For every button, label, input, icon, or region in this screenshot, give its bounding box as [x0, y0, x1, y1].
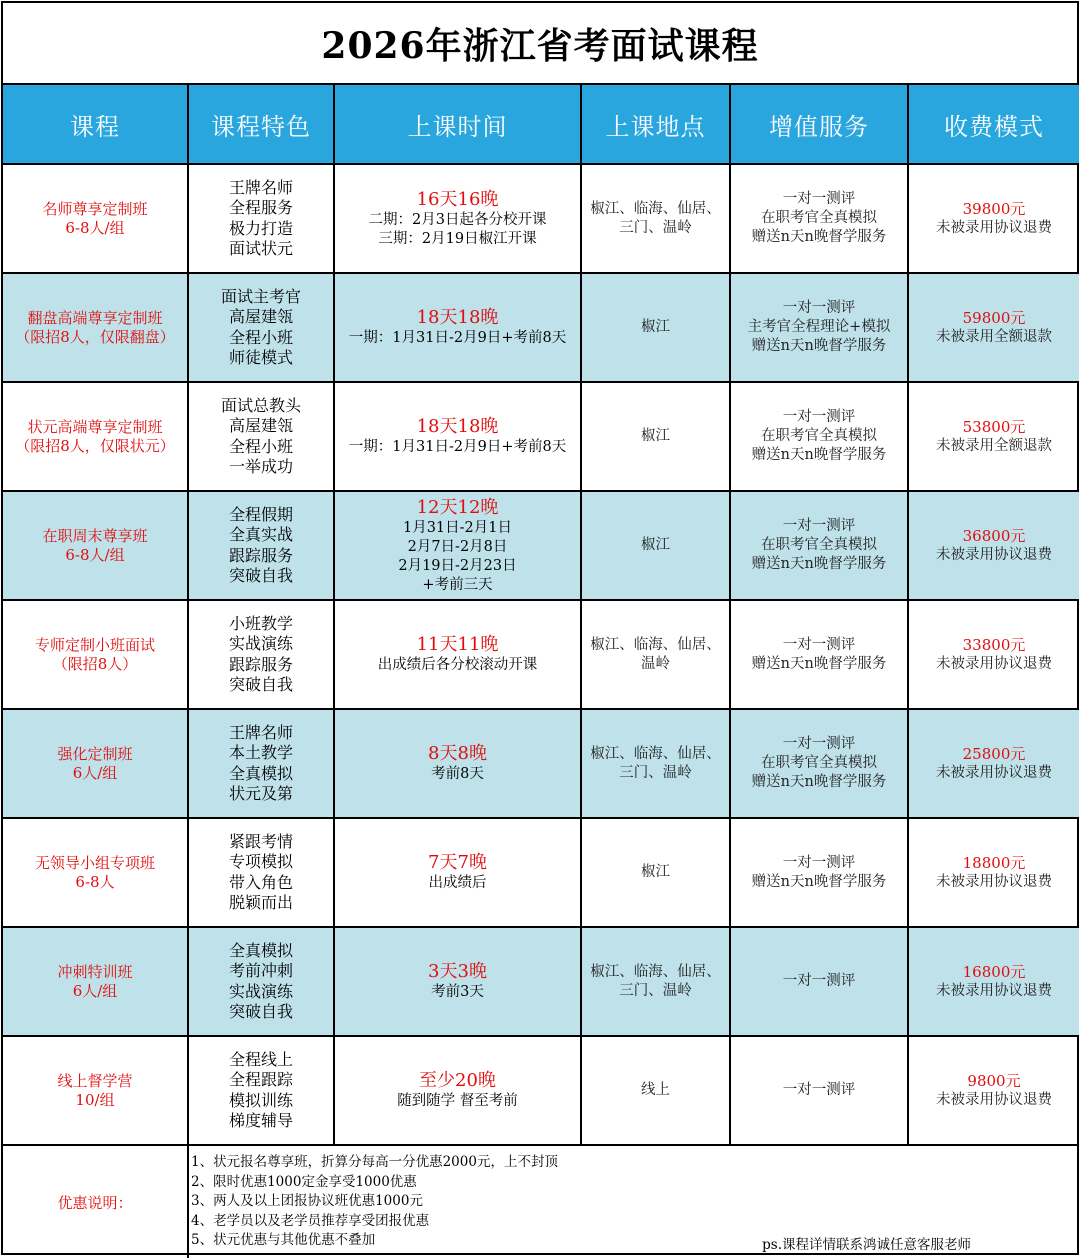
service-line: 一对一测评 — [782, 973, 856, 989]
refund-policy: 未被录用协议退费 — [936, 655, 1052, 672]
schedule-line: 二期：2月3日起各分校开课 — [368, 211, 547, 228]
course-name-line: 6人/组 — [72, 981, 118, 1000]
location-cell — [581, 818, 730, 927]
feature-line: 高屋建瓴 — [228, 307, 293, 326]
schedule-line: 1月31日-2月1日 — [402, 519, 513, 536]
feature-line: 全程跟踪 — [228, 1070, 293, 1089]
feature-line: 极力打造 — [228, 218, 293, 238]
course-name-line: 冲刺特训班 — [57, 962, 133, 981]
schedule-line: 随到随学 督至考前 — [397, 1093, 518, 1109]
location-line: 三门、温岭 — [619, 219, 692, 236]
feature-line: 高屋建瓴 — [228, 416, 293, 435]
schedule-cell — [334, 600, 581, 709]
fee-cell — [908, 927, 1079, 1036]
schedule-cell — [334, 709, 581, 818]
discount-note: 3、两人及以上团报协议班优惠1000元 — [191, 1193, 423, 1210]
schedule-line: 一期：1月31日-2月9日+考前8天 — [348, 330, 567, 346]
service-line: 一对一测评 — [782, 191, 856, 207]
table-row — [3, 491, 1079, 600]
feature-line: 全程服务 — [228, 198, 293, 217]
service-line: 一对一测评 — [782, 854, 856, 871]
schedule-line: 三期：2月19日椒江开课 — [378, 230, 537, 247]
course-name-line: （限招8人） — [52, 654, 138, 673]
feature-line: 面试总教头 — [220, 395, 301, 415]
schedule-line: 2月7日-2月8日 — [407, 538, 508, 555]
table-row — [3, 382, 1079, 491]
course-duration: 3天3晚 — [428, 961, 487, 982]
discount-note: 1、状元报名尊享班，折算分每高一分优惠2000元，上不封顶 — [191, 1154, 558, 1171]
location-line: 椒江、临海、仙居、 — [590, 200, 721, 217]
schedule-cell — [334, 491, 581, 600]
fee-cell — [908, 1036, 1079, 1145]
service-line: 赠送n天n晚督学服务 — [751, 556, 887, 572]
refund-policy: 未被录用协议退费 — [936, 873, 1052, 890]
location-cell — [581, 273, 730, 382]
location-cell — [581, 709, 730, 818]
course-name-cell — [3, 1036, 188, 1145]
course-price: 9800元 — [967, 1071, 1021, 1090]
header-location: 上课地点 — [581, 85, 730, 164]
course-price: 36800元 — [962, 526, 1026, 545]
service-line: 一对一测评 — [782, 636, 856, 653]
service-line: 一对一测评 — [782, 409, 856, 425]
features-cell — [188, 600, 334, 709]
feature-line: 师徒模式 — [228, 348, 293, 367]
feature-line: 跟踪服务 — [228, 545, 293, 565]
service-line: 一对一测评 — [782, 300, 856, 316]
feature-line: 小班教学 — [228, 613, 293, 633]
service-line: 赠送n天n晚督学服务 — [751, 655, 887, 672]
services-cell — [730, 491, 908, 600]
schedule-line: 考前8天 — [431, 766, 484, 782]
location-line: 椒江 — [641, 428, 670, 444]
service-line: 一对一测评 — [782, 736, 856, 752]
location-line: 椒江、临海、仙居、 — [590, 745, 721, 762]
page-title: 2026年浙江省考面试课程 — [3, 3, 1077, 85]
location-line: 椒江、临海、仙居、 — [590, 963, 721, 980]
course-price: 18800元 — [962, 853, 1026, 872]
course-name-cell — [3, 164, 188, 273]
course-name-line: 6-8人 — [75, 872, 115, 891]
feature-line: 全真实战 — [228, 525, 293, 544]
feature-line: 突破自我 — [228, 1002, 293, 1021]
course-name-line: 6-8人/组 — [65, 218, 125, 237]
header-time: 上课时间 — [334, 85, 581, 164]
course-table-body — [3, 164, 1079, 1145]
services-cell — [730, 709, 908, 818]
feature-line: 王牌名师 — [228, 722, 293, 742]
course-name-line: （限招8人，仅限翻盘） — [15, 327, 175, 346]
course-name-cell — [3, 709, 188, 818]
location-line: 椒江 — [641, 864, 670, 880]
feature-line: 全真模拟 — [228, 763, 293, 783]
course-name-line: 无领导小组专项班 — [34, 853, 155, 872]
schedule-cell — [334, 1036, 581, 1145]
schedule-cell — [334, 164, 581, 273]
feature-line: 全程小班 — [228, 436, 293, 456]
refund-policy: 未被录用协议退费 — [936, 982, 1052, 999]
feature-line: 状元及第 — [228, 784, 293, 803]
course-duration: 18天18晚 — [416, 416, 499, 437]
course-duration: 16天16晚 — [416, 188, 499, 210]
service-line: 赠送n天n晚督学服务 — [751, 873, 887, 890]
contact-note: ps.课程详情联系鸿诚任意客服老师 — [762, 1236, 971, 1253]
location-line: 三门、温岭 — [619, 982, 692, 999]
refund-policy: 未被录用全额退款 — [936, 437, 1052, 454]
location-line: 三门、温岭 — [619, 764, 692, 781]
course-duration: 8天8晚 — [428, 743, 487, 764]
services-cell — [730, 382, 908, 491]
course-name-line: 在职周末尊享班 — [42, 526, 148, 545]
course-name-cell — [3, 491, 188, 600]
course-name-cell — [3, 927, 188, 1036]
location-cell — [581, 1036, 730, 1145]
feature-line: 实战演练 — [228, 981, 293, 1001]
refund-policy: 未被录用协议退费 — [936, 219, 1052, 236]
features-cell — [188, 818, 334, 927]
header-services: 增值服务 — [730, 85, 908, 164]
service-line: 赠送n天n晚督学服务 — [751, 447, 887, 463]
services-cell — [730, 600, 908, 709]
feature-line: 全真模拟 — [228, 940, 293, 960]
table-header-row — [3, 85, 1079, 164]
services-cell — [730, 273, 908, 382]
services-cell — [730, 927, 908, 1036]
header-features: 课程特色 — [188, 85, 334, 164]
services-cell — [730, 1036, 908, 1145]
service-line: 主考官全程理论+模拟 — [747, 319, 891, 335]
table-row — [3, 164, 1079, 273]
feature-line: 全程线上 — [228, 1049, 293, 1069]
refund-policy: 未被录用全额退款 — [936, 328, 1052, 345]
course-name-line: 状元高端尊享定制班 — [27, 417, 163, 436]
schedule-cell — [334, 927, 581, 1036]
schedule-line: 出成绩后各分校滚动开课 — [377, 657, 538, 673]
service-line: 在职考官全真模拟 — [761, 755, 877, 771]
table-row — [3, 927, 1079, 1036]
features-cell — [188, 927, 334, 1036]
features-cell — [188, 709, 334, 818]
service-line: 一对一测评 — [782, 518, 856, 534]
table-row — [3, 600, 1079, 709]
course-table — [3, 85, 1079, 1258]
feature-line: 一举成功 — [228, 457, 293, 476]
discount-note: 2、限时优惠1000定金享受1000优惠 — [191, 1173, 417, 1190]
feature-line: 紧跟考情 — [228, 831, 293, 851]
header-fee: 收费模式 — [908, 85, 1079, 164]
discount-note: 4、老学员以及老学员推荐享受团报优惠 — [191, 1212, 430, 1229]
fee-cell — [908, 382, 1079, 491]
discount-note: 5、状元优惠与其他优惠不叠加 — [191, 1232, 376, 1249]
location-cell — [581, 927, 730, 1036]
location-cell — [581, 382, 730, 491]
course-name-line: 6人/组 — [72, 763, 118, 782]
fee-cell — [908, 709, 1079, 818]
services-cell — [730, 164, 908, 273]
features-cell — [188, 382, 334, 491]
table-row — [3, 1036, 1079, 1145]
course-price: 33800元 — [962, 635, 1026, 654]
feature-line: 面试状元 — [228, 239, 293, 258]
course-duration: 18天18晚 — [416, 307, 499, 328]
feature-line: 面试主考官 — [220, 286, 301, 306]
course-duration: 至少20晚 — [419, 1070, 496, 1091]
course-price: 39800元 — [962, 199, 1026, 218]
service-line: 赠送n天n晚督学服务 — [751, 338, 887, 354]
fee-cell — [908, 600, 1079, 709]
schedule-line: 考前3天 — [431, 984, 484, 1000]
feature-line: 突破自我 — [228, 675, 293, 694]
course-name-cell — [3, 273, 188, 382]
location-line: 线上 — [641, 1082, 670, 1098]
location-line: 椒江 — [641, 319, 670, 335]
location-cell — [581, 164, 730, 273]
fee-cell — [908, 491, 1079, 600]
feature-line: 实战演练 — [228, 634, 293, 653]
feature-line: 本土教学 — [228, 743, 293, 762]
location-line: 椒江、临海、仙居、 — [590, 636, 721, 653]
course-name-line: 专师定制小班面试 — [34, 635, 155, 654]
course-name-cell — [3, 382, 188, 491]
feature-line: 突破自我 — [228, 566, 293, 585]
services-cell — [730, 818, 908, 927]
features-cell — [188, 1036, 334, 1145]
location-line: 椒江 — [641, 537, 670, 553]
service-line: 赠送n天n晚督学服务 — [751, 774, 887, 790]
feature-line: 专项模拟 — [228, 852, 293, 871]
feature-line: 梯度辅导 — [228, 1111, 293, 1130]
course-name-cell — [3, 818, 188, 927]
feature-line: 全程小班 — [228, 327, 293, 347]
service-line: 在职考官全真模拟 — [761, 428, 877, 444]
service-line: 一对一测评 — [782, 1082, 856, 1098]
features-cell — [188, 491, 334, 600]
course-sheet — [1, 1, 1079, 1255]
course-price: 25800元 — [962, 744, 1026, 763]
feature-line: 考前冲刺 — [228, 961, 293, 980]
schedule-line: 2月19日-2月23日 — [398, 557, 517, 574]
table-row — [3, 709, 1079, 818]
course-duration: 11天11晚 — [416, 634, 499, 655]
schedule-line: 一期：1月31日-2月9日+考前8天 — [348, 439, 567, 455]
fee-cell — [908, 164, 1079, 273]
course-price: 16800元 — [962, 962, 1026, 981]
feature-line: 模拟训练 — [228, 1090, 293, 1110]
course-price: 59800元 — [962, 308, 1026, 327]
schedule-cell — [334, 273, 581, 382]
table-row — [3, 818, 1079, 927]
course-name-line: 线上督学营 — [57, 1071, 133, 1090]
refund-policy: 未被录用协议退费 — [936, 764, 1052, 781]
course-name-cell — [3, 600, 188, 709]
schedule-cell — [334, 382, 581, 491]
course-price: 53800元 — [962, 417, 1026, 436]
schedule-line: 出成绩后 — [428, 875, 487, 891]
service-line: 在职考官全真模拟 — [761, 210, 877, 226]
course-name-line: 强化定制班 — [57, 744, 133, 763]
fee-cell — [908, 818, 1079, 927]
course-name-line: （限招8人，仅限状元） — [15, 436, 175, 455]
course-name-line: 翻盘高端尊享定制班 — [27, 308, 163, 327]
schedule-cell — [334, 818, 581, 927]
header-course: 课程 — [3, 85, 188, 164]
course-name-line: 名师尊享定制班 — [42, 199, 148, 218]
service-line: 在职考官全真模拟 — [761, 537, 877, 553]
location-cell — [581, 491, 730, 600]
course-name-line: 10/组 — [75, 1090, 115, 1109]
features-cell — [188, 164, 334, 273]
table-row — [3, 273, 1079, 382]
location-cell — [581, 600, 730, 709]
course-name-line: 6-8人/组 — [65, 545, 125, 564]
feature-line: 王牌名师 — [228, 177, 293, 197]
schedule-line: +考前三天 — [422, 576, 493, 593]
feature-line: 脱颖而出 — [228, 893, 293, 912]
service-line: 赠送n天n晚督学服务 — [751, 229, 887, 245]
course-duration: 7天7晚 — [428, 852, 487, 873]
features-cell — [188, 273, 334, 382]
refund-policy: 未被录用协议退费 — [936, 1091, 1052, 1108]
feature-line: 跟踪服务 — [228, 654, 293, 674]
fee-cell — [908, 273, 1079, 382]
location-line: 温岭 — [641, 655, 670, 672]
feature-line: 带入角色 — [228, 872, 293, 892]
discount-label: 优惠说明： — [3, 1145, 188, 1258]
discount-notes — [188, 1145, 1079, 1258]
refund-policy: 未被录用协议退费 — [936, 546, 1052, 563]
course-duration: 12天12晚 — [416, 496, 499, 518]
discount-row — [3, 1145, 1079, 1258]
feature-line: 全程假期 — [228, 504, 293, 524]
